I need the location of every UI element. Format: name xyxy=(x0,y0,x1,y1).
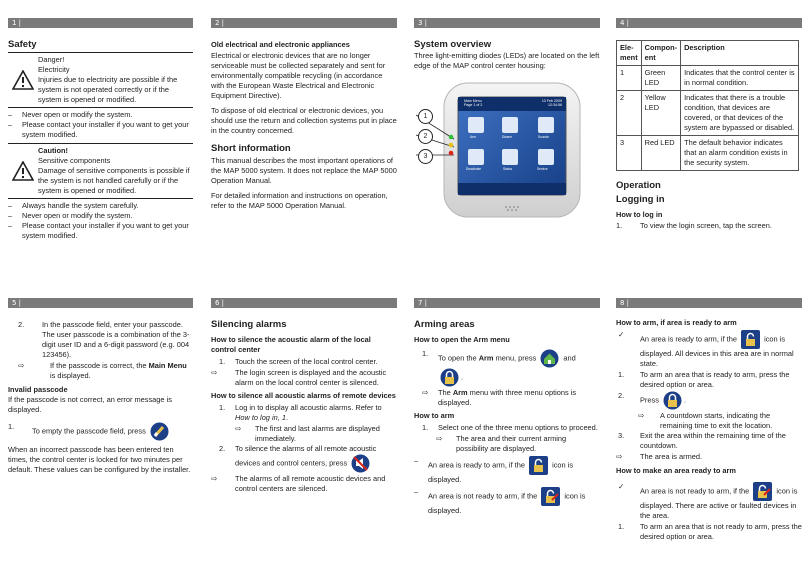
procedure-title: How to silence all acoustic alarms of remote devices xyxy=(211,391,396,400)
step: 1. Touch the screen of the local control center. xyxy=(219,357,378,366)
panel-header: 6 | xyxy=(211,298,397,308)
table-header-row xyxy=(617,41,799,66)
list-item: – Please contact your installer if you want to get your system modified. xyxy=(8,221,189,240)
step: 2. To silence the alarms of all remote acoustic devices and control centers, press xyxy=(211,444,397,473)
section-title: Old electrical and electronic appliances xyxy=(211,40,350,49)
section-title: Arming areas xyxy=(414,319,475,330)
table-row: 3 Red LED The default behavior indicates that an alarm condition exists in the security system. xyxy=(617,136,799,171)
table-row: 2 Yellow LED Indicates that there is a trouble condition, that devices are covered, or that devices of the system are bypassed or disabled. xyxy=(617,91,799,136)
danger-warning xyxy=(8,53,193,108)
warning-text: Damage of sensitive components is possible if the system is not handled carefully or if the system is opened or modified. xyxy=(38,166,190,195)
warning-type: Electricity xyxy=(38,65,70,74)
paragraph: Electrical or electronic devices that are no longer serviceable must be collected separately and sent for environmentally compatible recycling (in accordance with the European Waste Electrical and Electronic Equipment Directive). xyxy=(211,51,386,100)
step: 1. Log in to display all acoustic alarms. Refer to How to log in, 1. xyxy=(219,403,382,422)
step: 1. To arm an area that is not ready to arm, press the desired option or area. xyxy=(618,522,802,541)
step: 1. To open the Arm menu, press and . xyxy=(414,349,600,387)
condition: ✓ An area is ready to arm, if the icon is displayed. All devices in this area are in normal state. xyxy=(618,330,794,368)
paragraph: To dispose of old electrical or electronic devices, you should use the return and collection systems put in place in the country concerned. xyxy=(211,106,397,135)
panel-1 xyxy=(8,18,193,241)
warning-text: Injuries due to electricity are possible if the system is not operated correctly or if the system is opened or modified. xyxy=(38,75,178,104)
list-item: – Please contact your installer if you want to get your system modified. xyxy=(8,120,189,139)
panel-header: 2 | xyxy=(211,18,397,28)
panel-6 xyxy=(211,298,397,494)
panel-2 xyxy=(211,18,397,216)
warning-level: Danger! xyxy=(38,55,65,64)
device-image: 1 2 3 Main Menu Page 1 of 2 13 Feb 2009 12:34:56 Arm Disarm Sounds Deactivate Status Service xyxy=(414,77,600,227)
warning-icon xyxy=(8,55,38,105)
warning-icon xyxy=(8,146,38,196)
result: ⇨ The login screen is displayed and the acoustic alarm on the local control center is silenced. xyxy=(211,368,387,387)
step: 3. Exit the area within the remaining time of the countdown. xyxy=(618,431,786,450)
result: ⇨ The alarms of all remote acoustic devices and control centers are silenced. xyxy=(211,474,386,493)
panel-header: 7 | xyxy=(414,298,600,308)
led-table xyxy=(616,40,799,171)
procedure-title: How to open the Arm menu xyxy=(414,335,510,344)
silence-icon[interactable] xyxy=(351,454,370,473)
step: 1. To view the login screen, tap the screen. xyxy=(616,221,772,230)
table-header: Ele-ment xyxy=(617,41,642,66)
section-title: System overview xyxy=(414,39,492,50)
procedure-title: How to arm xyxy=(414,411,455,420)
ready-to-arm-icon xyxy=(741,330,760,349)
callout-2: 2 xyxy=(418,129,433,144)
panel-4 xyxy=(616,18,802,232)
result: ⇨ The first and last alarms are displayed immediately. xyxy=(235,424,380,443)
home-icon[interactable] xyxy=(540,349,559,368)
warning-type: Sensitive components xyxy=(38,156,111,165)
table-header: Compon-ent xyxy=(641,41,680,66)
caution-warning xyxy=(8,144,193,199)
section-title: Short information xyxy=(211,143,291,154)
condition: ✓ An area is not ready to arm, if the icon is displayed. There are active or faulted devices in the area. xyxy=(618,482,798,520)
list-item: – Always handle the system carefully. xyxy=(8,201,139,210)
section-title: Safety xyxy=(8,39,37,50)
clear-icon[interactable] xyxy=(150,422,169,441)
paragraph: If the passcode is not correct, an error message is displayed. xyxy=(8,395,172,414)
panel-5 xyxy=(8,298,193,480)
ready-to-arm-icon xyxy=(529,456,548,475)
panel-header: 5 | xyxy=(8,298,193,308)
not-ready-to-arm-icon xyxy=(541,487,560,506)
procedure-title: How to log in xyxy=(616,210,663,219)
result: ⇨ If the passcode is correct, the Main Menu is displayed. xyxy=(18,361,187,380)
step: 1. To empty the passcode field, press xyxy=(8,422,193,441)
panel-header: 1 | xyxy=(8,18,193,28)
procedure-title: How to arm, if area is ready to arm xyxy=(616,318,737,327)
panel-3 xyxy=(414,18,600,227)
step: 2. In the passcode field, enter your passcode. The user passcode is a combination of the 3-digit user ID and a 6-digit password (e.g. 004 123456). xyxy=(18,320,190,359)
panel-header: 3 | xyxy=(414,18,600,28)
procedure-title: Invalid passcode xyxy=(8,385,68,394)
list-item: – Never open or modify the system. xyxy=(8,110,133,119)
panel-header: 8 | xyxy=(616,298,802,308)
section-title: Silencing alarms xyxy=(211,319,287,330)
section-title: Logging in xyxy=(616,194,665,205)
screen-datetime: 13 Feb 2009 12:34:56 xyxy=(541,99,562,107)
list-item: – An area is not ready to arm, if the icon is displayed. xyxy=(414,487,586,515)
step: 1. Select one of the three menu options to proceed. xyxy=(422,423,598,432)
section-title: Operation xyxy=(616,180,661,191)
panel-header: 4 | xyxy=(616,18,802,28)
step: 2. Press . xyxy=(616,391,802,410)
table-header: Description xyxy=(681,41,799,66)
callout-1: 1 xyxy=(418,109,433,124)
list-item: – An area is ready to arm, if the icon is displayed. xyxy=(414,456,574,484)
result: ⇨ The area is armed. xyxy=(616,452,703,461)
callout-3: 3 xyxy=(418,149,433,164)
list-item: – Never open or modify the system. xyxy=(8,211,133,220)
result: ⇨ The area and their current arming possibility are displayed. xyxy=(436,434,567,453)
table-row: 1 Green LED Indicates that the control center is in normal condition. xyxy=(617,66,799,91)
panel-7 xyxy=(414,298,600,516)
warning-level: Caution! xyxy=(38,146,68,155)
paragraph: For detailed information and instructions on operation, refer to the MAP 5000 Operation Manual. xyxy=(211,191,388,210)
panel-8 xyxy=(616,298,802,543)
screen-menu-title: Main Menu Page 1 of 2 xyxy=(464,99,483,107)
step: 1. To arm an area that is ready to arm, press the desired option or area. xyxy=(618,370,790,389)
result: ⇨ A countdown starts, indicating the remaining time to exit the location. xyxy=(638,411,773,430)
procedure-title: How to make an area ready to arm xyxy=(616,466,736,475)
arm-icon[interactable] xyxy=(440,368,459,387)
not-ready-to-arm-icon xyxy=(753,482,772,501)
paragraph: Three light-emitting diodes (LEDs) are located on the left edge of the MAP control center housing: xyxy=(414,51,600,70)
paragraph: This manual describes the most important operations of the MAP 5000 system. It does not replace the MAP 5000 Operation Manual. xyxy=(211,156,397,185)
paragraph: When an incorrect passcode has been entered ten times, the control center is locked for two minutes per default. These values can be configured by the installer. xyxy=(8,445,191,474)
procedure-title: How to silence the acoustic alarm of the local control center xyxy=(211,335,371,354)
result: ⇨ The Arm menu with three menu options is displayed. xyxy=(422,388,577,407)
arm-icon[interactable] xyxy=(663,391,682,410)
